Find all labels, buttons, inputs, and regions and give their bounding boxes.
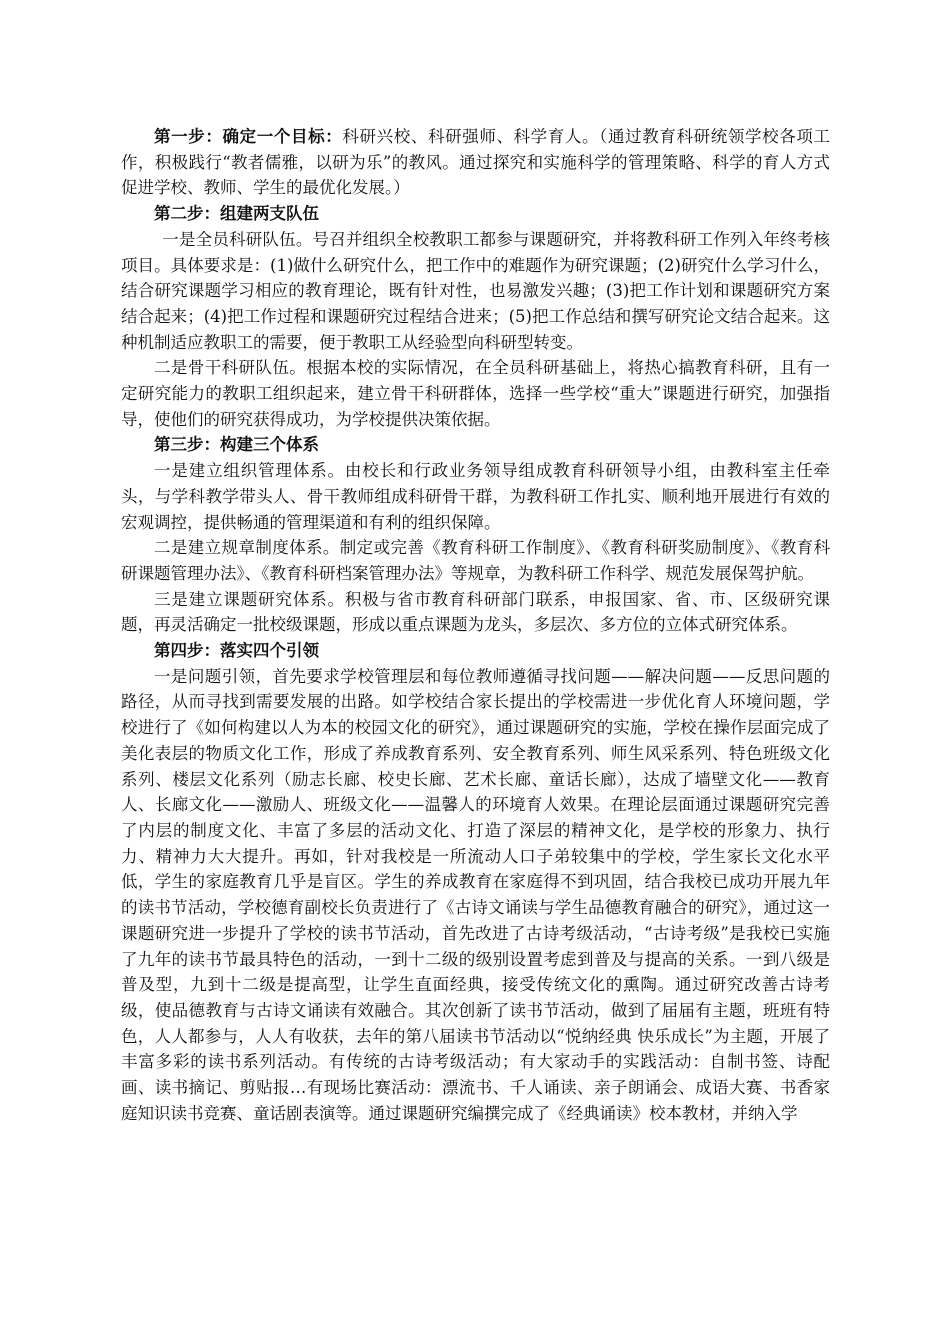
step2-paragraph-1: 一是全员科研队伍。号召并组织全校教职工都参与课题研究，并将教科研工作列入年终考核项目。具体要求是：(1)做什么研究什么，把工作中的难题作为研究课题；(2)研究什么学习什么，结合研究课题学习相应的教育理论，既有针对性，也易激发兴趣；(3)把工作计划和课题研究方案结合起来；(4)把工作过程和课题研究过程结合进来；(5)把工作总结和撰写研究论文结合起来。这种机制适应教职工的需要，便于教职工从经验型向科研型转变。 [121, 229, 830, 352]
step2-heading: 第二步：组建两支队伍 [154, 204, 319, 224]
step1-lead: 第一步：确定一个目标： [154, 127, 343, 146]
step2-paragraph-2: 二是骨干科研队伍。根据本校的实际情况，在全员科研基础上，将热心搞教育科研，且有一定研究能力的教职工组织起来，建立骨干科研群体，选择一些学校“重大”课题进行研究，加强指导，使他们的研究获得成功，为学校提供决策依据。 [121, 358, 830, 429]
step3-paragraph-3: 三是建立课题研究体系。积极与省市教育科研部门联系，申报国家、省、市、区级研究课题，再灵活确定一批校级课题，形成以重点课题为龙头，多层次、多方位的立体式研究体系。 [121, 589, 830, 635]
document-page [121, 124, 830, 1126]
step3-paragraph-1: 一是建立组织管理体系。由校长和行政业务领导组成教育科研领导小组，由教科室主任牵头，与学科教学带头人、骨干教师组成科研骨干群，为教科研工作扎实、顺利地开展进行有效的宏观调控，提供畅通的管理渠道和有利的组织保障。 [121, 461, 830, 532]
step1-text: 科研兴校、科研强师、科学育人。（通过教育科研统领学校各项工作，积极践行“教者儒雅，以研为乐”的教风。通过探究和实施科学的管理策略、科学的育人方式促进学校、教师、学生的最优化发展。） [121, 127, 831, 198]
step3-heading: 第三步：构建三个体系 [154, 435, 319, 455]
step3-paragraph-2: 二是建立规章制度体系。制定或完善《教育科研工作制度》、《教育科研奖励制度》、《教育科研课题管理办法》、《教育科研档案管理办法》等规章，为教科研工作科学、规范发展保驾护航。 [121, 538, 830, 583]
step4-paragraph-1: 一是问题引领，首先要求学校管理层和每位教师遵循寻找问题——解决问题——反思问题的路径，从而寻找到需要发展的出路。如学校结合家长提出的学校需进一步优化育人环境问题，学校进行了《如何构建以人为本的校园文化的研究》，通过课题研究的实施，学校在操作层面完成了美化表层的物质文化工作，形成了养成教育系列、安全教育系列、师生风采系列、特色班级文化系列、楼层文化系列（励志长廊、校史长廊、艺术长廊、童话长廊），达成了墙壁文化——教育人、长廊文化——激励人、班级文化——温馨人的环境育人效果。在理论层面通过课题研究完善了内层的制度文化、丰富了多层的活动文化、打造了深层的精神文化，是学校的形象力、执行力、精神力大大提升。再如，针对我校是一所流动人口子弟较集中的学校，学生家长文化水平低，学生的家庭教育几乎是盲区。学生的养成教育在家庭得不到巩固，结合我校已成功开展九年的读书节活动，学校德育副校长负责进行了《古诗文诵读与学生品德教育融合的研究》，通过这一课题研究进一步提升了学校的读书节活动，首先改进了古诗考级活动，“古诗考级”是我校已实施了九年的读书节最具特色的活动，一到十二级的级别设置考虑到普及与提高的关系。一到八级是普及型，九到十二级是提高型，让学生直面经典，接受传统文化的熏陶。通过研究改善古诗考级，使品德教育与古诗文诵读有效融合。其次创新了读书节活动，做到了届届有主题，班班有特色，人人都参与，人人有收获，去年的第八届读书节活动以“悦纳经典 快乐成长”为主题，开展了丰富多彩的读书系列活动。有传统的古诗考级活动；有大家动手的实践活动：自制书签、诗配画、读书摘记、剪贴报…有现场比赛活动：漂流书、千人诵读、亲子朗诵会、成语大赛、书香家庭知识读书竞赛、童话剧表演等。通过课题研究编撰完成了《经典诵读》校本教材，并纳入学 [121, 666, 830, 1123]
step1-paragraph [121, 124, 830, 201]
step4-heading: 第四步：落实四个引领 [154, 641, 319, 661]
